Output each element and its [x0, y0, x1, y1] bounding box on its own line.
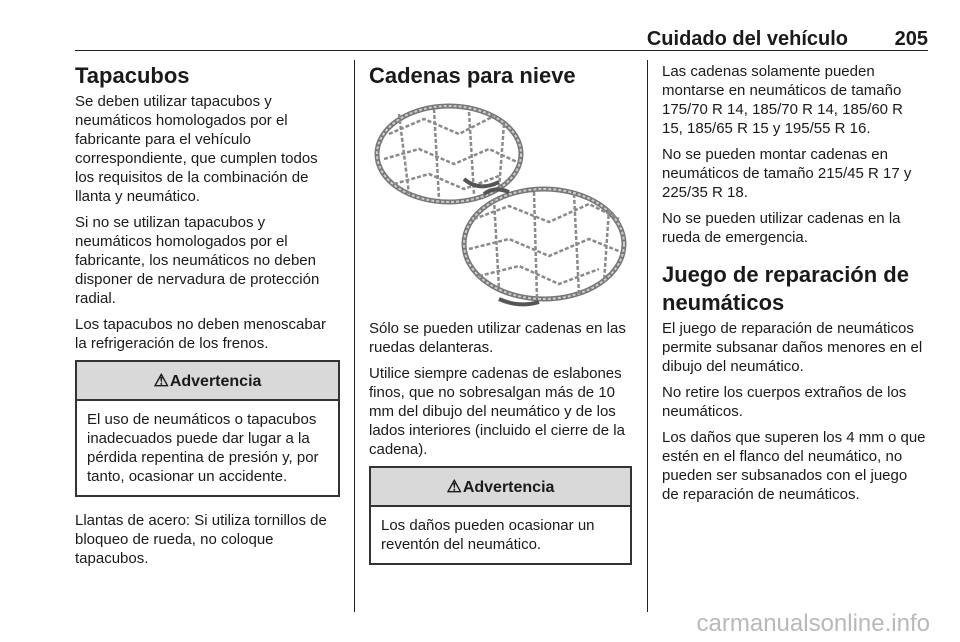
warning-text: Los daños pueden ocasionar un reventón del neumático.	[381, 517, 595, 553]
page-header	[75, 28, 928, 50]
paragraph: Los tapacubos no deben menoscabar la refrigeración de los frenos.	[75, 316, 327, 352]
watermark: carmanualsonline.info	[696, 610, 930, 637]
header-divider	[75, 50, 928, 51]
paragraph: Sólo se pueden utilizar cadenas en las ruedas delanteras.	[369, 320, 626, 356]
paragraph: No se pueden montar cadenas en neumáticos de tamaño 215/45 R 17 y 225/35 R 18.	[662, 146, 912, 201]
heading-cadenas: Cadenas para nieve	[369, 63, 576, 88]
paragraph: El juego de reparación de neumáticos permite subsanar daños menores en el dibujo del neumático.	[662, 320, 923, 375]
warning-title: Advertencia	[462, 479, 555, 496]
column-left	[75, 62, 340, 575]
warning-text: El uso de neumáticos o tapacubos inadecuados puede dar lugar a la pérdida repentina de presión y, por tanto, ocasionar un accidente.	[87, 411, 319, 485]
warning-header	[371, 468, 630, 507]
heading-tapacubos: Tapacubos	[75, 63, 190, 88]
paragraph: Los daños que superen los 4 mm o que estén en el flanco del neumático, no pueden ser subsanados con el juego de reparación de neumáticos.	[662, 429, 926, 503]
paragraph: Las cadenas solamente pueden montarse en neumáticos de tamaño 175/70 R 14, 185/70 R 14, 185/60 R 15, 185/65 R 15 y 195/55 R 16.	[662, 63, 904, 137]
paragraph: No retire los cuerpos extraños de los neumáticos.	[662, 384, 907, 420]
column-middle	[369, 62, 632, 579]
paragraph: Llantas de acero: Si utiliza tornillos de bloqueo de rueda, no coloque tapacubos.	[75, 512, 327, 567]
warning-box	[369, 466, 632, 565]
column-divider-1	[354, 60, 355, 612]
paragraph: No se pueden utilizar cadenas en la rueda de emergencia.	[662, 210, 901, 246]
paragraph: Utilice siempre cadenas de eslabones finos, que no sobresalgan más de 10 mm del dibujo del neumático y de los lados interiores (incluido el cierre de la cadena).	[369, 365, 625, 458]
warning-header	[77, 362, 338, 401]
page-number: 205	[894, 28, 928, 50]
warning-triangle-icon: ⚠	[153, 371, 169, 390]
paragraph: Se deben utilizar tapacubos y neumáticos homologados por el fabricante para el vehículo correspondiente, que cumplen todos los requisitos de la combinación de llanta y neumático.	[75, 93, 318, 205]
column-divider-2	[647, 60, 648, 612]
warning-triangle-icon: ⚠	[446, 477, 462, 496]
column-right	[662, 62, 928, 511]
warning-title: Advertencia	[169, 373, 262, 390]
section-title: Cuidado del vehículo	[646, 28, 848, 50]
snow-chains-illustration	[369, 94, 632, 309]
paragraph: Si no se utilizan tapacubos y neumáticos homologados por el fabricante, los neumáticos no deben disponer de nervadura de protección radial.	[75, 214, 320, 307]
warning-box	[75, 360, 340, 497]
heading-juego-reparacion: Juego de reparación de neumáticos	[662, 262, 909, 315]
